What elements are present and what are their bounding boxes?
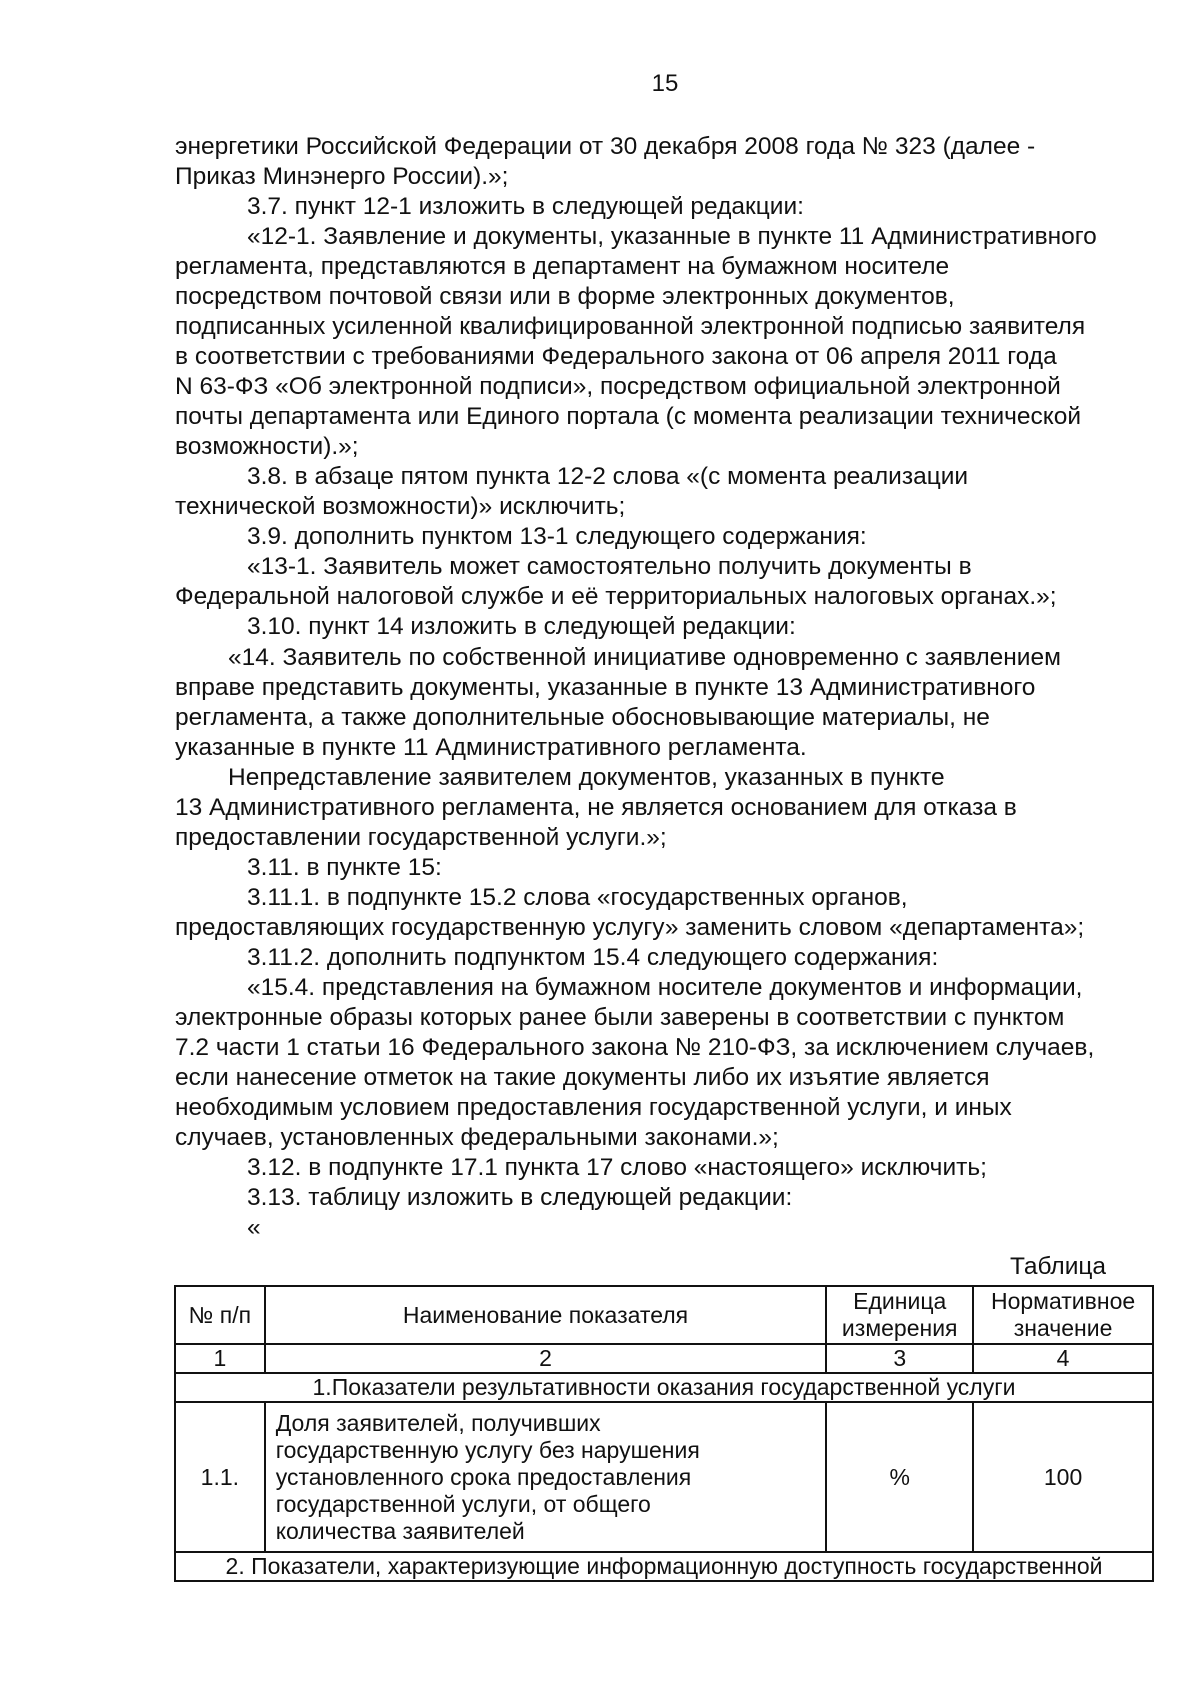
- indicator-name: [265, 1402, 827, 1552]
- section-title: 1.Показатели результативности оказания государственной услуги: [175, 1373, 1153, 1402]
- text-line: технической возможности)» исключить;: [175, 493, 626, 520]
- indicator-name-line: государственную услугу без нарушения: [275, 1436, 700, 1463]
- text-line: 3.11.2. дополнить подпунктом 15.4 следующего содержания:: [247, 944, 939, 971]
- indicator-name-line: количества заявителей: [275, 1517, 525, 1544]
- indicator-name-line: Доля заявителей, получивших: [275, 1409, 601, 1436]
- header-cell: Единица измерения: [826, 1286, 973, 1344]
- text-line: 3.13. таблицу изложить в следующей редакции:: [247, 1184, 793, 1211]
- text-line: 3.12. в подпункте 17.1 пункта 17 слово «настоящего» исключить;: [247, 1154, 987, 1181]
- text-line: «14. Заявитель по собственной инициативе одновременно с заявлением: [228, 644, 1061, 671]
- text-line: «13-1. Заявитель может самостоятельно получить документы в: [247, 553, 972, 580]
- text-line: 3.11.1. в подпункте 15.2 слова «государственных органов,: [247, 884, 908, 911]
- header-cell: Наименование показателя: [265, 1286, 827, 1344]
- value-cell: 100: [973, 1402, 1153, 1552]
- text-line: подписанных усиленной квалифицированной электронной подписью заявителя: [175, 313, 1086, 340]
- text-line: энергетики Российской Федерации от 30 декабря 2008 года № 323 (далее -: [175, 133, 1036, 160]
- text-line: случаев, установленных федеральными законами.»;: [175, 1124, 779, 1151]
- number-cell: 4: [973, 1344, 1153, 1373]
- page-number: 15: [651, 70, 679, 97]
- table-header-row: [175, 1286, 1153, 1344]
- text-line: почты департамента или Единого портала (с момента реализации технической: [175, 403, 1082, 430]
- text-line: регламента, а также дополнительные обосновывающие материалы, не: [175, 704, 990, 731]
- text-line: N 63-ФЗ «Об электронной подписи», посредством официальной электронной: [175, 373, 1061, 400]
- section-row: [175, 1373, 1153, 1402]
- indicator-name-line: государственной услуги, от общего: [275, 1490, 651, 1517]
- text-line: если нанесение отметок на такие документы либо их изъятие является: [175, 1064, 990, 1091]
- text-line: 13 Административного регламента, не является основанием для отказа в: [175, 794, 1017, 821]
- section-title: 2. Показатели, характеризующие информационную доступность государственной: [175, 1552, 1153, 1581]
- text-line: предоставлении государственной услуги.»;: [175, 824, 667, 851]
- header-cell: Нормативное значение: [973, 1286, 1153, 1344]
- table-caption: Таблица: [1010, 1253, 1107, 1280]
- text-line: «: [247, 1214, 261, 1241]
- row-number: 1.1.: [175, 1402, 265, 1552]
- number-cell: 2: [265, 1344, 827, 1373]
- section-row: [175, 1552, 1153, 1581]
- text-line: регламента, представляются в департамент на бумажном носителе: [175, 253, 950, 280]
- text-line: предоставляющих государственную услугу» заменить словом «департамента»;: [175, 914, 1085, 941]
- text-line: возможности).»;: [175, 433, 359, 460]
- number-cell: 1: [175, 1344, 265, 1373]
- unit-cell: %: [826, 1402, 973, 1552]
- text-line: Приказ Минэнерго России).»;: [175, 163, 509, 190]
- text-line: необходимым условием предоставления государственной услуги, и иных: [175, 1094, 1012, 1121]
- text-line: Федеральной налоговой службе и её территориальных налоговых органах.»;: [175, 583, 1057, 610]
- text-line: 3.10. пункт 14 изложить в следующей редакции:: [247, 613, 796, 640]
- text-line: посредством почтовой связи или в форме электронных документов,: [175, 283, 955, 310]
- text-line: указанные в пункте 11 Административного регламента.: [175, 734, 807, 761]
- text-line: «15.4. представления на бумажном носителе документов и информации,: [247, 974, 1083, 1001]
- number-cell: 3: [826, 1344, 973, 1373]
- text-line: 3.11. в пункте 15:: [247, 854, 442, 881]
- text-line: электронные образы которых ранее были заверены в соответствии с пунктом: [175, 1004, 1065, 1031]
- text-line: 3.9. дополнить пунктом 13-1 следующего содержания:: [247, 523, 867, 550]
- text-line: 7.2 части 1 статьи 16 Федерального закона № 210-ФЗ, за исключением случаев,: [175, 1034, 1095, 1061]
- indicator-name-line: установленного срока предоставления: [275, 1463, 692, 1490]
- text-line: Непредставление заявителем документов, указанных в пункте: [228, 764, 945, 791]
- text-line: 3.8. в абзаце пятом пункта 12-2 слова «(с момента реализации: [247, 463, 969, 490]
- header-cell: № п/п: [175, 1286, 265, 1344]
- table-row: [175, 1402, 1153, 1552]
- indicators-table: [174, 1285, 1154, 1582]
- text-line: вправе представить документы, указанные в пункте 13 Административного: [175, 674, 1036, 701]
- text-line: 3.7. пункт 12-1 изложить в следующей редакции:: [247, 193, 804, 220]
- table-number-row: [175, 1344, 1153, 1373]
- text-line: «12-1. Заявление и документы, указанные в пункте 11 Административного: [247, 223, 1097, 250]
- text-line: в соответствии с требованиями Федерального закона от 06 апреля 2011 года: [175, 343, 1057, 370]
